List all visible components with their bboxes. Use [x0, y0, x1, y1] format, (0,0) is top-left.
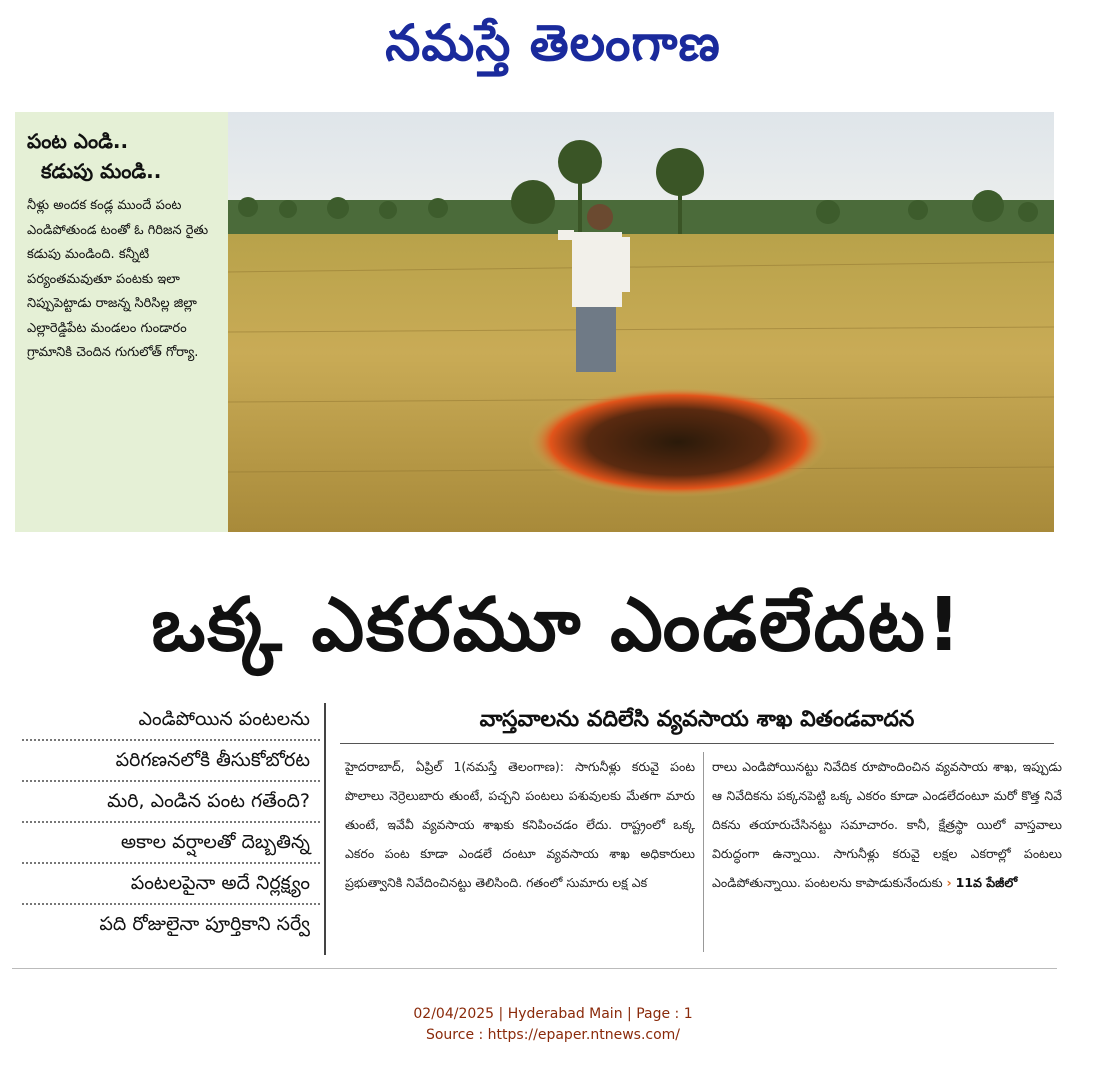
caption-title-line1: పంట ఎండి.. — [27, 129, 129, 153]
sidebar-highlights — [22, 700, 320, 944]
jump-arrow-icon: › — [946, 875, 952, 890]
highlight-item: పది రోజులైనా పూర్తికాని సర్వే — [99, 913, 310, 935]
masthead — [0, 8, 1106, 78]
highlight-item: పంటలపైనా అదే నిర్లక్ష్యం — [22, 864, 320, 905]
headline-text: ఒక్క ఎకరమూ ఎండలేదట! — [151, 582, 963, 668]
article-column-2 — [712, 752, 1062, 897]
continued-on-page[interactable]: 11వ పేజీలో — [955, 875, 1018, 890]
column-divider — [703, 752, 704, 952]
footer-date-edition: 02/04/2025 | Hyderabad Main | Page : 1 — [413, 1006, 693, 1022]
headline — [12, 560, 1102, 690]
highlight-item: ఎండిపోయిన పంటలను — [22, 700, 320, 741]
news-photo — [228, 112, 1054, 532]
subheadline: వాస్తవాలను వదిలేసి వ్యవసాయ శాఖ వితండవాదన — [340, 697, 1054, 744]
footer-source[interactable]: Source : https://epaper.ntnews.com/ — [425, 1027, 681, 1043]
article-column-2-text: రాలు ఎండిపోయినట్టు నివేదిక రూపొందించిన వ్యవసాయ శాఖ, ఇప్పుడు ఆ నివేదికను పక్కనపెట్టి ఒక్క ఎకరం కూడా ఎండలేదంటూ మరో కొత్త నివే దికను తయారుచేసినట్టు సమాచారం. కానీ, క్షేత్రస్థా యిలో వాస్తవాలు విరుద్ధంగా ఉన్నాయి. సాగునీళ్లు కరువై లక్షల ఎకరాల్లో పంటలు ఎండిపోతున్నాయి. పంటలను కాపాడుకునేందుకు — [712, 759, 1062, 890]
page-footer — [0, 1004, 1106, 1046]
caption-title — [27, 126, 218, 186]
article-column-1: హైదరాబాద్, ఏప్రిల్ 1(నమస్తే తెలంగాణ): సాగునీళ్లు కరువై పంట పొలాలు నెర్రెలుబారు తుంటే, పచ్చని పంటలు పశువులకు మేతగా మారు తుంటే, ఇవేవీ వ్యవసాయ శాఖకు కనిపించడం లేదు. రాష్ట్రంలో ఒక్క ఎకరం పంట కూడా ఎండలే దంటూ వ్యవసాయ శాఖ అధికారులు ప్రభుత్వానికి నివేదించినట్టు తెలిసింది. గతంలో సుమారు లక్ష ఎక — [345, 759, 695, 890]
photo-caption-box — [15, 112, 228, 532]
caption-text: నీళ్లు అందక కండ్ల ముందే పంట ఎండిపోతుండ టంతో ఓ గిరిజన రైతు కడుపు మండింది. కన్నీటి పర్యంతమవుతూ పంటకు ఇలా నిప్పుపెట్టాడు రాజన్న సిరిసిల్ల జిల్లా ఎల్లారెడ్డిపేట మండలం గుండారం గ్రామానికి చెందిన గుగులోత్ గోర్యా. — [27, 198, 209, 360]
highlight-item: మరి, ఎండిన పంట గతేంది? — [22, 782, 320, 823]
highlight-item: అకాల వర్షాలతో దెబ్బతిన్న — [22, 823, 320, 864]
vertical-divider — [324, 703, 326, 955]
newspaper-title: నమస్తే తెలంగాణ — [385, 13, 721, 72]
burning-field-photo — [228, 112, 1054, 532]
bottom-rule — [12, 968, 1057, 969]
caption-title-line2: కడుపు మండి.. — [41, 159, 162, 183]
highlight-item: పరిగణనలోకి తీసుకోబోరట — [22, 741, 320, 782]
